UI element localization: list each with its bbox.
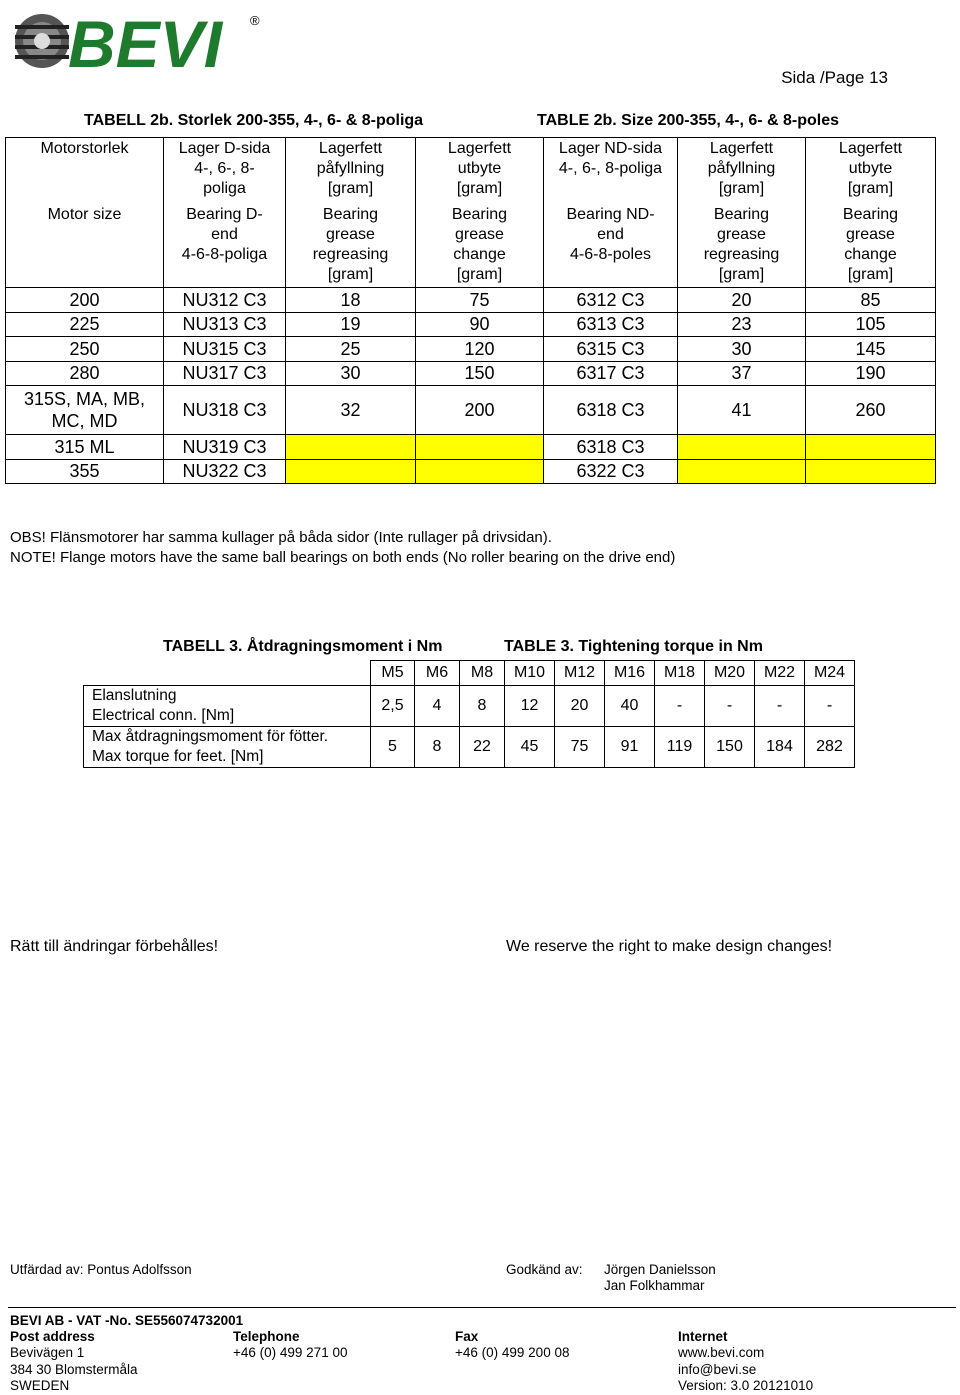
table-cell: 145 <box>806 337 936 362</box>
table-cell <box>678 459 806 484</box>
table-cell: 105 <box>806 312 936 337</box>
table-header-row <box>6 204 936 288</box>
torque-value: 20 <box>555 686 605 727</box>
table-cell: 20 <box>678 288 806 313</box>
row-label: Max åtdragningsmoment för fötter. Max torque for feet. [Nm] <box>84 727 371 768</box>
note-sv: OBS! Flänsmotorer har samma kullager på båda sidor (Inte rullager på drivsidan). <box>10 529 552 546</box>
torque-table <box>83 660 855 768</box>
table-header-row <box>6 138 936 204</box>
table-cell: NU315 C3 <box>164 337 286 362</box>
approver: Jan Folkhammar <box>604 1278 705 1293</box>
torque-header-row <box>84 661 855 686</box>
table-cell: 19 <box>286 312 416 337</box>
table-cell <box>416 459 544 484</box>
torque-row <box>84 727 855 768</box>
logo-text: BEVI <box>68 7 223 73</box>
blank-cell <box>84 661 371 686</box>
torque-value: 184 <box>755 727 805 768</box>
torque-value: 45 <box>505 727 555 768</box>
footer-divider <box>8 1307 956 1308</box>
table-cell: 200 <box>6 288 164 313</box>
header-cell: Lagerfett utbyte [gram] <box>416 138 544 204</box>
torque-row <box>84 686 855 727</box>
header-cell: Bearing grease change [gram] <box>806 204 936 288</box>
torque-value: - <box>805 686 855 727</box>
column-header: M18 <box>655 661 705 686</box>
table-cell: 6313 C3 <box>544 312 678 337</box>
table-cell: NU318 C3 <box>164 386 286 435</box>
table-row <box>6 312 936 337</box>
header-cell: Lager ND-sida 4-, 6-, 8-poliga <box>544 138 678 204</box>
table-row <box>6 337 936 362</box>
table-cell <box>286 435 416 460</box>
approved-names <box>604 1262 716 1294</box>
footer-address: Post address Bevivägen 1 384 30 Blomstermåla SWEDEN <box>10 1329 138 1393</box>
table-cell: 6322 C3 <box>544 459 678 484</box>
torque-value: 91 <box>605 727 655 768</box>
motor-graphic <box>15 14 69 68</box>
table-cell: 200 <box>416 386 544 435</box>
table-cell <box>416 435 544 460</box>
header-cell: Lagerfett påfyllning [gram] <box>678 138 806 204</box>
table-cell: 280 <box>6 361 164 386</box>
header-cell: Lager D-sida 4-, 6-, 8- poliga <box>164 138 286 204</box>
row-label: Elanslutning Electrical conn. [Nm] <box>84 686 371 727</box>
torque-value: - <box>755 686 805 727</box>
torque-value: 119 <box>655 727 705 768</box>
table-cell: 85 <box>806 288 936 313</box>
table-cell: 315 ML <box>6 435 164 460</box>
table3-title-en: TABLE 3. Tightening torque in Nm <box>504 638 763 655</box>
approver: Jörgen Danielsson <box>604 1262 716 1277</box>
issued-by: Utfärdad av: Pontus Adolfsson <box>10 1262 192 1277</box>
table-cell <box>806 459 936 484</box>
table-cell: 250 <box>6 337 164 362</box>
footer-telephone: Telephone +46 (0) 499 271 00 <box>233 1329 348 1361</box>
table-row <box>6 288 936 313</box>
torque-value: 2,5 <box>371 686 415 727</box>
reserve-note-sv: Rätt till ändringar förbehålles! <box>10 938 219 955</box>
table-cell: 315S, MA, MB, MC, MD <box>6 386 164 435</box>
header-cell: Bearing D- end 4-6-8-poliga <box>164 204 286 288</box>
column-header: M6 <box>415 661 460 686</box>
torque-value: - <box>705 686 755 727</box>
table-row <box>6 435 936 460</box>
table-cell: 32 <box>286 386 416 435</box>
table-row <box>6 386 936 435</box>
header-cell: Motorstorlek <box>6 138 164 204</box>
note-en: NOTE! Flange motors have the same ball bearings on both ends (No roller bearing on the drive end) <box>10 549 676 566</box>
header-cell: Bearing grease regreasing [gram] <box>286 204 416 288</box>
table-cell: NU322 C3 <box>164 459 286 484</box>
table-cell <box>806 435 936 460</box>
notes <box>10 528 675 568</box>
table-cell: 6317 C3 <box>544 361 678 386</box>
reserve-note-en: We reserve the right to make design changes! <box>506 938 833 955</box>
column-header: M8 <box>460 661 505 686</box>
table-cell: 225 <box>6 312 164 337</box>
approved-label: Godkänd av: <box>506 1262 583 1277</box>
header-cell: Bearing ND- end 4-6-8-poles <box>544 204 678 288</box>
table-cell <box>678 435 806 460</box>
table-cell: 120 <box>416 337 544 362</box>
page-number: Sida /Page 13 <box>781 68 888 87</box>
bearing-table <box>5 137 936 484</box>
table2b-title-sv: TABELL 2b. Storlek 200-355, 4-, 6- & 8-poliga <box>84 112 424 129</box>
header-cell: Bearing grease regreasing [gram] <box>678 204 806 288</box>
torque-value: 75 <box>555 727 605 768</box>
column-header: M24 <box>805 661 855 686</box>
table-cell: 90 <box>416 312 544 337</box>
table-cell: 260 <box>806 386 936 435</box>
table-cell: 25 <box>286 337 416 362</box>
table-cell: 18 <box>286 288 416 313</box>
torque-value: 22 <box>460 727 505 768</box>
table-cell: NU317 C3 <box>164 361 286 386</box>
column-header: M12 <box>555 661 605 686</box>
bevi-logo <box>10 5 265 73</box>
table-cell: 30 <box>678 337 806 362</box>
table-row <box>6 361 936 386</box>
table-cell: 6318 C3 <box>544 386 678 435</box>
table-cell: 150 <box>416 361 544 386</box>
header-cell: Lagerfett påfyllning [gram] <box>286 138 416 204</box>
table-cell: 23 <box>678 312 806 337</box>
website-link[interactable]: www.bevi.com <box>678 1345 765 1361</box>
footer-fax: Fax +46 (0) 499 200 08 <box>455 1329 570 1361</box>
table-cell: 6312 C3 <box>544 288 678 313</box>
header-cell: Motor size <box>6 204 164 288</box>
table-cell: NU312 C3 <box>164 288 286 313</box>
table-cell: 75 <box>416 288 544 313</box>
torque-value: 8 <box>415 727 460 768</box>
column-header: M10 <box>505 661 555 686</box>
table3-title-sv: TABELL 3. Åtdragningsmoment i Nm <box>163 638 443 655</box>
torque-value: 40 <box>605 686 655 727</box>
email-link[interactable]: info@bevi.se <box>678 1361 757 1377</box>
table-row <box>6 459 936 484</box>
table-cell: 355 <box>6 459 164 484</box>
column-header: M22 <box>755 661 805 686</box>
table-cell: 6315 C3 <box>544 337 678 362</box>
torque-value: 8 <box>460 686 505 727</box>
svg-text:®: ® <box>250 13 260 28</box>
table-cell: NU313 C3 <box>164 312 286 337</box>
header-cell: Lagerfett utbyte [gram] <box>806 138 936 204</box>
torque-value: 12 <box>505 686 555 727</box>
torque-value: 150 <box>705 727 755 768</box>
table-cell: 41 <box>678 386 806 435</box>
table2b-title-en: TABLE 2b. Size 200-355, 4-, 6- & 8-poles <box>537 112 840 129</box>
table-cell: 190 <box>806 361 936 386</box>
table-cell <box>286 459 416 484</box>
footer-company: BEVI AB - VAT -No. SE556074732001 <box>10 1313 244 1328</box>
column-header: M16 <box>605 661 655 686</box>
column-header: M20 <box>705 661 755 686</box>
table-cell: 37 <box>678 361 806 386</box>
header-cell: Bearing grease change [gram] <box>416 204 544 288</box>
column-header: M5 <box>371 661 415 686</box>
torque-value: - <box>655 686 705 727</box>
table-cell: 30 <box>286 361 416 386</box>
footer-internet: Internet www.bevi.com info@bevi.se Version: 3.0 20121010 <box>678 1329 814 1393</box>
table-cell: 6318 C3 <box>544 435 678 460</box>
torque-value: 282 <box>805 727 855 768</box>
table-cell: NU319 C3 <box>164 435 286 460</box>
torque-value: 4 <box>415 686 460 727</box>
torque-value: 5 <box>371 727 415 768</box>
